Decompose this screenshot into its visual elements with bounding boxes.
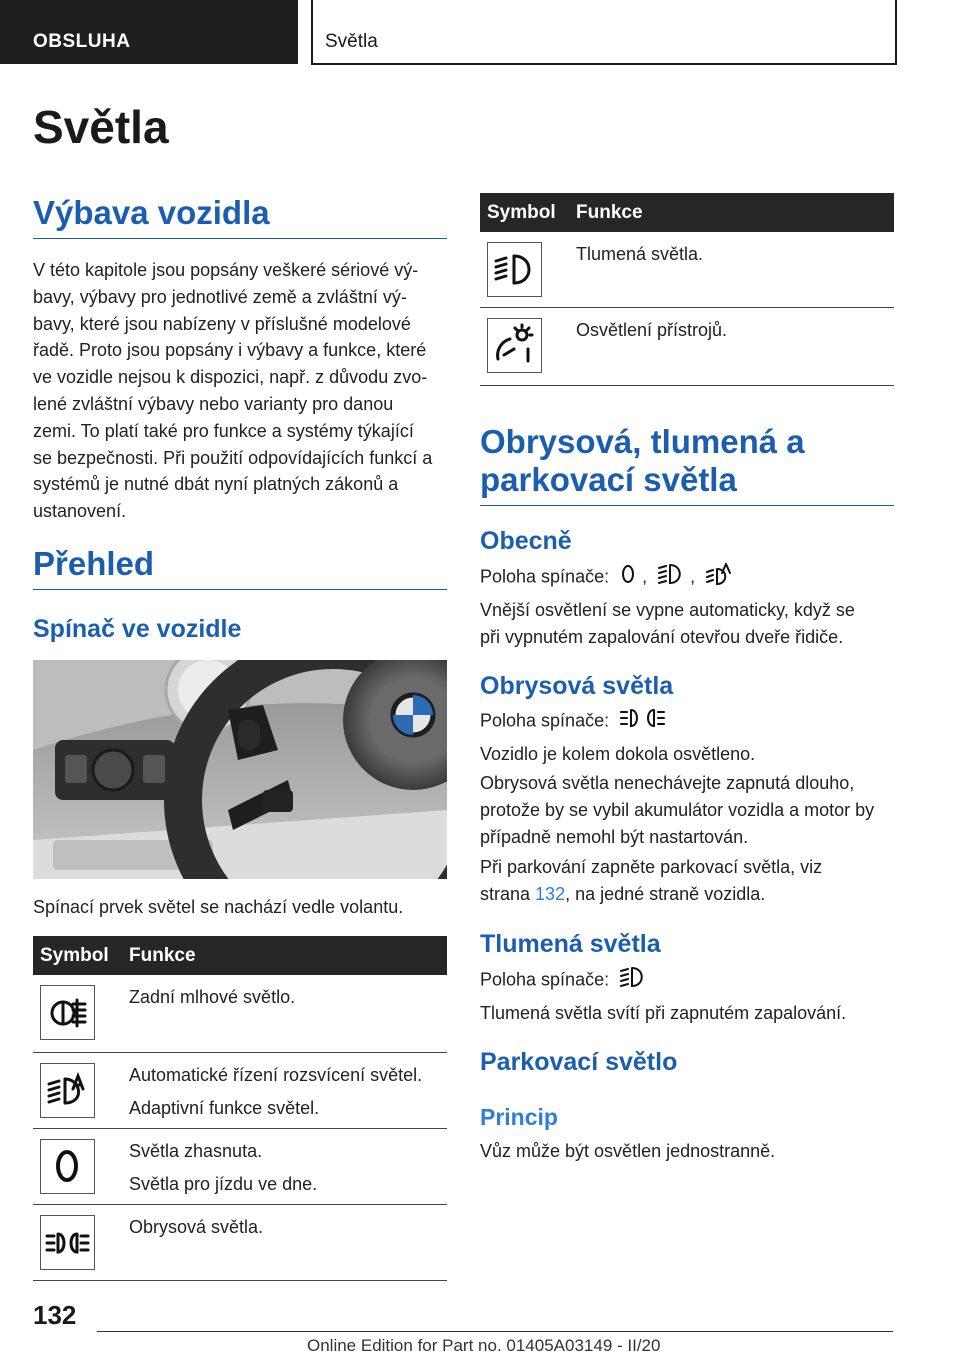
obecne-switch-positions: Poloha spínače: , , bbox=[480, 563, 894, 593]
heading-tlumena: Tlumená světla bbox=[480, 930, 661, 958]
page-number: 132 bbox=[33, 1300, 77, 1330]
col-symbol: Symbol bbox=[40, 945, 109, 966]
auto-headlight-icon bbox=[706, 563, 732, 593]
table-row bbox=[33, 1129, 447, 1205]
obrysova-paragraph-2: Obrysová světla nenechávejte zapnutá dlouho, protože by se vybil akumulátor vozidla a motor by případně nemohl být nastartován. bbox=[480, 773, 875, 847]
parking-lights-icon bbox=[40, 1215, 95, 1270]
lights-off-icon bbox=[40, 1139, 95, 1194]
photo-caption: Spínací prvek světel se nachází vedle volantu. bbox=[33, 897, 404, 917]
col-symbol: Symbol bbox=[487, 202, 556, 223]
table-header bbox=[480, 193, 894, 232]
lights-off-icon bbox=[620, 563, 636, 593]
obrysova-paragraph-3: Při parkování zapněte parkovací světla, viz strana 132, na jedné straně vozidla. bbox=[480, 857, 823, 904]
row-text: Světla zhasnuta. Světla pro jízdu ve dne. bbox=[129, 1141, 318, 1194]
heading-vybava: Výbava vozidla bbox=[33, 194, 447, 239]
heading-obrysova-tlumena-parkovaci: Obrysová, tlumená a parkovací světla bbox=[480, 423, 894, 506]
heading-princip: Princip bbox=[480, 1104, 558, 1130]
table-row bbox=[480, 308, 894, 386]
heading-parkovaci: Parkovací světlo bbox=[480, 1048, 678, 1076]
table-row bbox=[33, 1205, 447, 1281]
auto-headlight-icon bbox=[40, 1063, 95, 1118]
section-label: OBSLUHA bbox=[33, 31, 131, 52]
low-beam-icon bbox=[487, 242, 542, 297]
edition-note: Online Edition for Part no. 01405A03149 - II/20 bbox=[307, 1336, 661, 1355]
obrysova-paragraph-1: Vozidlo je kolem dokola osvětleno. bbox=[480, 744, 756, 764]
tlumena-switch-position: Poloha spínače: bbox=[480, 966, 894, 996]
row-text: Automatické řízení rozsvícení světel. Adaptivní funkce světel. bbox=[129, 1065, 423, 1118]
col-funkce: Funkce bbox=[576, 202, 643, 223]
heading-obecne: Obecně bbox=[480, 527, 572, 555]
paragraph-vybava: V této kapitole jsou popsány veškeré sériové vý- bavy, výbavy pro jednotlivé země a zvláštní vý- bavy, které jsou nabízeny v příslušné modelové řadě. Proto jsou popsány i výbavy a funkce, které ve vozidle nejsou k dispozici, např. z důvodu zvo- lené zvláštní výbavy nebo varianty pro danou zemi. To platí také pro funkce a systémy týkající se bezpečnosti. Při použití odpovídajících funkcí a systémů je nutné dbát nyní platných zákonů a ustanovení. bbox=[33, 260, 433, 522]
parking-lights-icon bbox=[620, 707, 666, 737]
chapter-label: Světla bbox=[325, 31, 378, 52]
symbol-table-left bbox=[33, 936, 447, 1281]
footer-divider bbox=[97, 1331, 893, 1332]
chapter-tab[interactable] bbox=[311, 0, 897, 65]
obecne-paragraph: Vnější osvětlení se vypne automaticky, když se při vypnutém zapalování otevřou dveře řidiče. bbox=[480, 600, 855, 647]
table-row bbox=[33, 1053, 447, 1129]
row-text: Obrysová světla. bbox=[129, 1217, 264, 1237]
row-text: Osvětlení přístrojů. bbox=[576, 320, 728, 340]
table-row bbox=[33, 975, 447, 1053]
instrument-lighting-icon bbox=[487, 318, 542, 373]
page-title: Světla bbox=[33, 101, 169, 153]
table-row bbox=[480, 232, 894, 308]
heading-spinac: Spínač ve vozidle bbox=[33, 615, 242, 643]
low-beam-icon bbox=[658, 563, 684, 593]
col-funkce: Funkce bbox=[129, 945, 196, 966]
table-header bbox=[33, 936, 447, 975]
princip-paragraph: Vůz může být osvětlen jednostranně. bbox=[480, 1141, 776, 1161]
heading-obrysova: Obrysová světla bbox=[480, 672, 674, 700]
heading-prehled: Přehled bbox=[33, 545, 447, 590]
page-link[interactable]: 132 bbox=[535, 883, 566, 904]
tlumena-paragraph: Tlumená světla svítí při zapnutém zapalování. bbox=[480, 1003, 847, 1023]
obrysova-switch-position: Poloha spínače: bbox=[480, 707, 894, 737]
symbol-table-right bbox=[480, 193, 894, 386]
row-text: Tlumená světla. bbox=[576, 244, 704, 264]
light-switch-photo bbox=[33, 660, 447, 879]
section-tab[interactable] bbox=[0, 0, 298, 64]
low-beam-icon bbox=[620, 966, 646, 996]
row-text: Zadní mlhové světlo. bbox=[129, 987, 296, 1007]
rear-fog-light-icon bbox=[40, 985, 95, 1040]
